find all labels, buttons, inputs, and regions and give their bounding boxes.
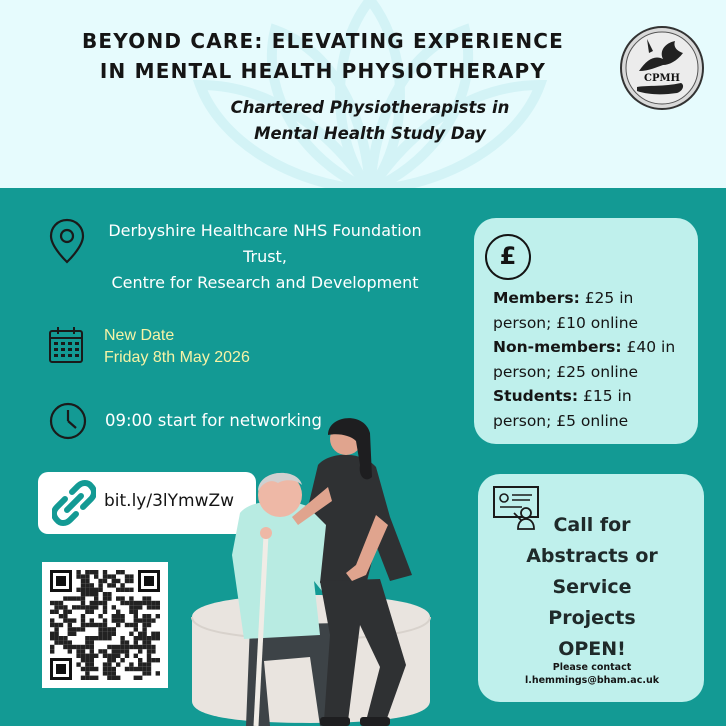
call-heading [516,510,668,665]
call-line-2: Abstracts or [526,545,658,567]
page-subtitle [160,95,580,147]
venue-line-2: Trust, [243,247,287,266]
header-banner [0,0,726,188]
qr-code-icon [42,562,168,688]
calendar-icon [48,326,84,364]
call-line-5: OPEN! [558,638,626,660]
venue-address [90,218,440,296]
subtitle-line-2: Mental Health Study Day [254,124,486,143]
fee-students: Students: £15 in [493,387,632,405]
page-title [80,26,566,86]
contact-line-1: Please contact [552,662,632,673]
contact-info [492,661,692,687]
fees-list [493,286,693,433]
short-link[interactable]: bit.ly/3lYmwZw [104,491,235,511]
event-date [104,325,364,369]
fee-students-cont: person; £5 online [493,411,629,430]
call-line-3: Service [552,576,632,598]
contact-email[interactable]: l.hemmings@bham.ac.uk [524,675,660,686]
venue-line-1: Derbyshire Healthcare NHS Foundation [108,221,422,240]
title-line-1: BEYOND CARE: ELEVATING EXPERIENCE [81,29,565,53]
call-line-4: Projects [548,607,636,629]
date-line-1: New Date [104,327,175,344]
cpmh-logo [619,25,705,111]
pound-icon: £ [485,234,531,280]
event-time: 09:00 start for networking [105,411,322,430]
location-pin-icon [48,218,86,264]
subtitle-line-1: Chartered Physiotherapists in [230,98,510,117]
fee-members: Members: £25 in [493,289,634,307]
venue-line-3: Centre for Research and Development [111,273,419,292]
clock-icon [48,401,88,441]
fee-members-cont: person; £10 online [493,313,639,332]
call-line-1: Call for [553,514,631,536]
date-line-2: Friday 8th May 2026 [104,349,250,366]
title-line-2: IN MENTAL HEALTH PHYSIOTHERAPY [99,59,547,83]
fee-nonmembers: Non-members: £40 in [493,338,676,356]
link-icon [52,480,96,526]
fee-nonmembers-cont: person; £25 online [493,362,639,381]
qr-code[interactable] [42,562,168,688]
physiotherapy-illustration [180,405,480,726]
svg-text:CPMH: CPMH [644,73,680,84]
